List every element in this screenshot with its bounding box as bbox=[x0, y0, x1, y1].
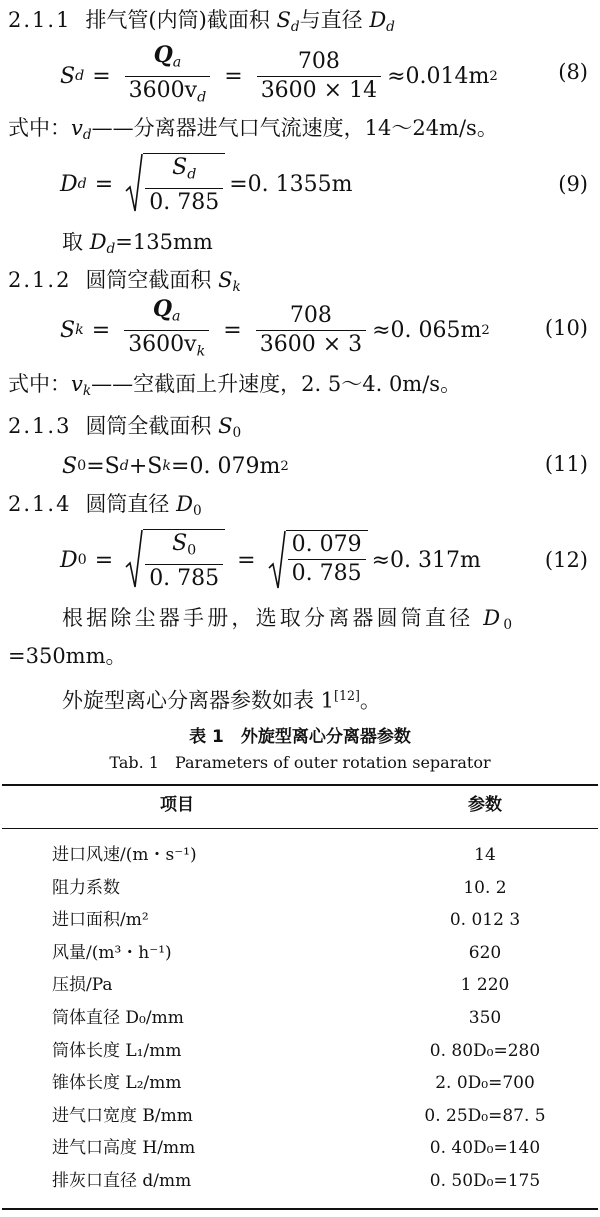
fraction-numeric-10: $\frac{708}{3600 \times 3}$ bbox=[256, 304, 366, 357]
table-cell-item: 排灰口直径 d/mm bbox=[52, 1171, 192, 1191]
fraction-q-over-v: $\frac{Q_a}{3600v_d}$ bbox=[125, 43, 211, 110]
equation-number-12: (12) bbox=[544, 548, 588, 572]
equation-number-11: (11) bbox=[544, 452, 588, 476]
table-row bbox=[0, 1103, 600, 1129]
table-cell-item: 阻力系数 bbox=[52, 877, 120, 898]
equation-11: S 0 =S d +S k =0. 079m 2 bbox=[62, 453, 289, 479]
table-cell-item: 进口风速/(m・s⁻¹) bbox=[52, 845, 197, 865]
table-header-rule bbox=[2, 828, 598, 829]
square-root: $\frac{S_d}{0. 785}$ bbox=[125, 153, 225, 215]
table-row bbox=[0, 972, 600, 998]
table-cell-item: 进口面积/m² bbox=[52, 910, 149, 931]
equation-number-8: (8) bbox=[558, 60, 588, 84]
table-row bbox=[0, 1070, 600, 1096]
section-heading-2-1-1: 2.1.1 排气管(内筒)截面积 $S_d$与直径 $D_d$ bbox=[8, 8, 395, 36]
fraction-numeric: $\frac{708}{3600 \times 14}$ bbox=[257, 50, 381, 103]
table-cell-value: 0. 80D₀=280 bbox=[429, 1040, 541, 1061]
square-root-2: $\frac{0. 079}{0. 785}$ bbox=[268, 530, 368, 590]
table-row bbox=[0, 1168, 600, 1194]
equation-12: D 0 = $\frac{S0}{0. 785}$ = $\frac{0. 079}{0. 785}$ ≈0. 317m bbox=[60, 530, 481, 592]
variable-note-vk: 式中：$v_k——$空截面上升速度，2. 5～4. 0m/s。 bbox=[8, 372, 462, 400]
table-cell-value: 10. 2 bbox=[463, 877, 507, 898]
table-cell-value: 1 220 bbox=[460, 975, 510, 996]
equation-9: D d = $\frac{S_d}{0. 785}$ =0. 1355m bbox=[60, 154, 353, 216]
equation-number-10: (10) bbox=[544, 316, 588, 340]
table-bottom-rule bbox=[2, 1208, 598, 1210]
table-row bbox=[0, 940, 600, 966]
table-cell-value: 620 bbox=[468, 942, 502, 963]
table-cell-value: 0. 25D₀=87. 5 bbox=[424, 1105, 546, 1126]
paragraph-diameter-value: =350mm。 bbox=[8, 644, 127, 668]
table-caption-cn: 表 1 外旋型离心分离器参数 bbox=[189, 727, 411, 747]
take-value-dd: 取 $D_d=135mm$ bbox=[62, 230, 213, 258]
table-top-rule bbox=[2, 784, 598, 786]
section-heading-2-1-2: 2.1.2 圆筒空截面积 $S_k$ bbox=[8, 268, 241, 296]
table-cell-item: 筒体直径 D₀/mm bbox=[52, 1008, 184, 1028]
table-cell-value: 14 bbox=[474, 845, 496, 865]
table-row bbox=[0, 1005, 600, 1031]
equation-number-9: (9) bbox=[558, 172, 588, 196]
table-cell-item: 筒体长度 L₁/mm bbox=[52, 1040, 182, 1061]
table-caption-en: Tab. 1 Parameters of outer rotation separator bbox=[109, 753, 491, 772]
table-cell-value: 0. 40D₀=140 bbox=[429, 1138, 541, 1159]
table-cell-item: 锥体长度 L₂/mm bbox=[52, 1073, 182, 1094]
table-row bbox=[0, 842, 600, 868]
table-row bbox=[0, 907, 600, 933]
table-cell-value: 2. 0D₀=700 bbox=[435, 1073, 535, 1094]
table-header-item: 项目 bbox=[160, 795, 194, 815]
section-heading-2-1-4: 2.1.4 圆筒直径 D0 bbox=[8, 492, 202, 520]
table-row bbox=[0, 875, 600, 901]
table-cell-item: 进气口宽度 B/mm bbox=[52, 1105, 193, 1126]
table-cell-item: 压损/Pa bbox=[52, 975, 113, 996]
table-cell-value: 0. 012 3 bbox=[449, 910, 521, 931]
paragraph-table-reference: 外旋型离心分离器参数如表 1[12]。 bbox=[62, 688, 381, 713]
table-cell-value: 0. 50D₀=175 bbox=[429, 1171, 541, 1191]
table-row bbox=[0, 1135, 600, 1161]
paragraph-diameter-selection: 根据除尘器手册，选取分离器圆筒直径 D0 bbox=[62, 606, 516, 634]
table-header-row bbox=[0, 792, 600, 818]
fraction-q-over-vk: $\frac{Q_a}{3600v_k}$ bbox=[124, 297, 209, 364]
equation-8: S d = $\frac{Q_a}{3600v_d}$ = $\frac{708}{3600 \times 14}$ ≈0.014m 2 bbox=[60, 48, 498, 104]
variable-note-vd: 式中：$v_d——$分离器进气口气流速度，14～24m/s。 bbox=[8, 116, 498, 144]
table-cell-item: 进气口高度 H/mm bbox=[52, 1138, 196, 1159]
square-root-1: $\frac{S0}{0. 785}$ bbox=[125, 529, 225, 591]
equation-10: S k = $\frac{Q_a}{3600v_k}$ = $\frac{708}{3600 \times 3}$ ≈0. 065m 2 bbox=[60, 302, 490, 358]
table-row bbox=[0, 1038, 600, 1064]
table-cell-value: 350 bbox=[468, 1008, 502, 1028]
table-cell-item: 风量/(m³・h⁻¹) bbox=[52, 942, 172, 963]
table-header-value: 参数 bbox=[468, 795, 502, 815]
section-heading-2-1-3: 2.1.3 圆筒全截面积 S0 bbox=[8, 414, 242, 442]
